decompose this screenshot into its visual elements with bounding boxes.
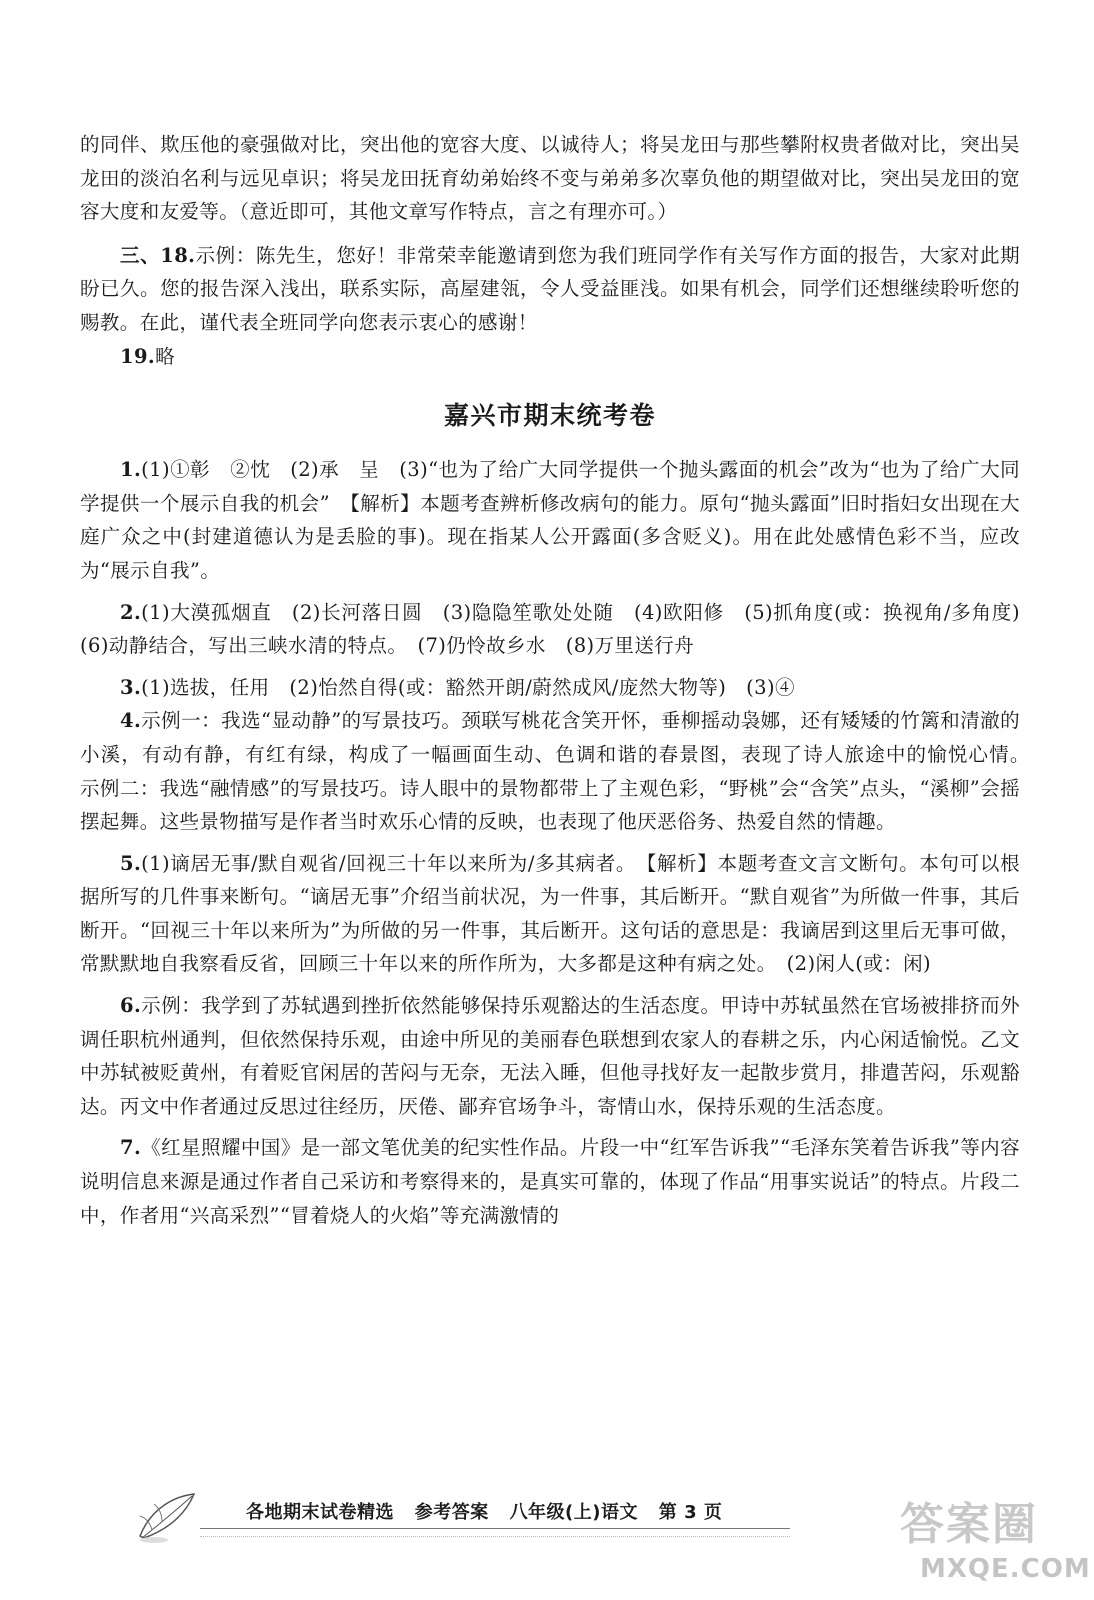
answer-text: 示例一：我选“显动静”的写景技巧。颈联写桃花含笑开怀，垂柳摇动袅娜，还有矮矮的竹篱和清澈的小溪，有动有静，有红有绿，构成了一幅画面生动、色调和谐的春景图，表现了诗人旅途中的愉悦心情。 示例二：我选“融情感”的写景技巧。诗人眼中的景物都带上了主观色彩，“野桃”会“含笑”点头，“溪柳”会摇摆起舞。这些景物描写是作者当时欢乐心情的反映，也表现了他厌恶俗务、热爱自然的情趣。 [80,709,1040,834]
answer-paragraph-6 [80,989,1020,1123]
footer-section: 参考答案 [414,1502,489,1523]
answer-text: 《红星照耀中国》是一部文笔优美的纪实性作品。片段一中“红军告诉我”“毛泽东笑着告诉我”等内容说明信息来源是通过作者自己采访和考察得来的，是真实可靠的，体现了作品“用事实说话”的特点。片段二中，作者用“兴高采烈”“冒着烧人的火焰”等充满激情的 [80,1136,1020,1227]
question-number: 7. [120,1136,142,1160]
question-number: 5. [120,851,142,875]
question-number: 2. [120,600,142,624]
answer-text: (1)①彰 ②忱 (2)承 呈 (3)“也为了给广大同学提供一个抛头露面的机会”改为“也为了给广大同学提供一个展示自我的机会” 【解析】本题考查辨析修改病句的能力。原句“抛头露面”旧时指妇女出现在大庭广众之中(封建道德认为是丢脸的事)。现在指某人公开露面(多含贬义)。用在此处感情色彩不当，应改为“展示自我”。 [80,458,1020,582]
answer-paragraph-5 [80,847,1020,981]
answer-text: 示例：陈先生，您好！非常荣幸能邀请到您为我们班同学作有关写作方面的报告，大家对此期盼已久。您的报告深入浅出，联系实际，高屋建瓴，令人受益匪浅。如果有机会，同学们还想继续聆听您的赐教。在此，谨代表全班同学向您表示衷心的感谢！ [80,243,1020,334]
footer-dotted-rule [200,1536,790,1537]
answer-text: (1)选拔，任用 (2)怡然自得(或：豁然开朗/蔚然成风/庞然大物等) (3)④ [141,675,795,699]
question-number: 三、18. [120,243,196,267]
answer-text: 示例：我学到了苏轼遇到挫折依然能够保持乐观豁达的生活态度。甲诗中苏轼虽然在官场被排挤而外调任职杭州通判，但依然保持乐观，由途中所见的美丽春色联想到农家人的春耕之乐，内心闲适愉悦。乙文中苏轼被贬黄州，有着贬官闲居的苦闷与无奈，无法入睡，但他寻找好友一起散步赏月，排遣苦闷，乐观豁达。丙文中作者通过反思过往经历，厌倦、鄙弃官场争斗，寄情山水，保持乐观的生活态度。 [80,994,1020,1118]
watermark-url: MXQE.COM [920,1554,1091,1584]
section-title: 嘉兴市期末统考卷 [443,401,656,431]
answer-paragraph-continued: 的同伴、欺压他的豪强做对比，突出他的宽容大度、以诚待人；将吴龙田与那些攀附权贵者做对比，突出吴龙田的淡泊名利与远见卓识；将吴龙田抚育幼弟始终不变与弟弟多次辜负他的期望做对比，突出吴龙田的宽容大度和友爱等。（意近即可，其他文章写作特点，言之有理亦可。） [80,133,1020,224]
answer-body [80,128,1040,1232]
answer-paragraph-2 [80,596,1040,663]
answer-paragraph-18 [80,239,1020,340]
watermark-logo-text: 答案圈 [900,1499,1038,1550]
page-footer [0,1478,1094,1600]
answer-paragraph-3 [80,671,1020,705]
footer-book-title: 各地期末试卷精选 [246,1502,394,1523]
question-number: 3. [120,675,142,699]
answer-text: (1)大漠孤烟直 (2)长河落日圆 (3)隐隐笙歌处处随 (4)欧阳修 (5)抓角度(或：换视角/多角度) (6)动静结合，写出三峡水清的特点。 (7)仍怜故乡水 (8)万里送行舟 [80,600,1040,658]
footer-caption [246,1498,736,1524]
footer-page-number: 第 3 页 [658,1502,723,1523]
question-number: 4. [120,709,142,733]
answer-paragraph-19 [80,340,1020,374]
question-number: 1. [120,458,142,482]
answer-paragraph-1 [80,453,1020,587]
answer-text: 略 [155,344,176,368]
footer-grade: 八年级(上)语文 [509,1502,639,1523]
question-number: 6. [120,994,142,1018]
footer-rule [200,1528,790,1529]
leaf-logo-icon [132,1486,202,1546]
answer-paragraph-4 [80,704,1040,838]
answer-text: (1)谪居无事/默自观省/回视三十年以来所为/多其病者。 【解析】本题考查文言文断句。本句可以根据所写的几件事来断句。“谪居无事”介绍当前状况，为一件事，其后断开。“默自观省”为所做一件事，其后断开。“回视三十年以来所为”为所做的另一件事，其后断开。这句话的意思是：我谪居到这里后无事可做，常默默地自我察看反省，回顾三十年以来的所作所为，大多都是这种有病之处。 (2)闲人(或：闲) [80,851,1020,976]
answer-paragraph-7 [80,1131,1020,1232]
watermark [900,1488,1091,1598]
question-number: 19. [120,344,156,368]
